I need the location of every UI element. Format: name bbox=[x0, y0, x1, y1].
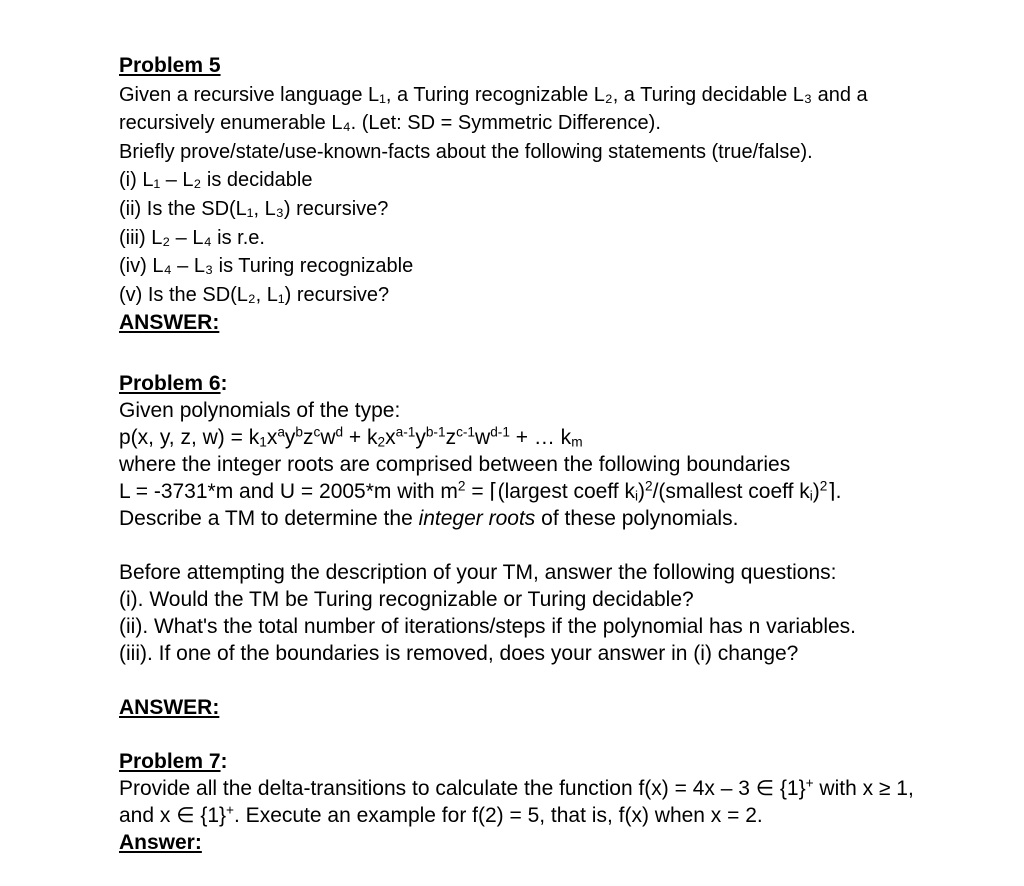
poly-sub-2: 2 bbox=[377, 434, 386, 450]
describe-emphasis: integer roots bbox=[418, 506, 536, 530]
problem-6-title-word: Problem 6 bbox=[119, 371, 221, 395]
problem-5 bbox=[119, 52, 1009, 338]
boundaries-formula: L = -3731*m and U = 2005*m with $m^2$ = ⌈(largest coeff $k_i)^2/(smallest$ coeff $k_i)^2⌉$. bbox=[119, 478, 842, 504]
bounds-sub-i-2: i bbox=[809, 488, 813, 504]
problem-6-question-3: (iii). If one of the boundaries is removed, does your answer in (i) change? bbox=[119, 641, 799, 665]
problem-7-title bbox=[119, 748, 1009, 775]
problem-6-roots-line: where the integer roots are comprised between the following boundaries bbox=[119, 452, 791, 476]
bounds-pow-2: 2 bbox=[819, 478, 828, 494]
problem-6-describe bbox=[119, 505, 1009, 532]
bounds-sub-i-1: i bbox=[634, 488, 638, 504]
spacer bbox=[119, 532, 1009, 559]
p7-line2-pre: and x ∈ {1} bbox=[119, 803, 227, 827]
problem-7-answer-label: Answer: bbox=[119, 830, 202, 854]
poly-exp-c1: c-1 bbox=[456, 424, 476, 440]
problem-5-item-v: (v) Is the SD(L₂, L₁) recursive? bbox=[119, 283, 390, 306]
poly-exp-a1: a-1 bbox=[395, 424, 416, 440]
problem-5-item-i: (i) L₁ – L₂ is decidable bbox=[119, 169, 313, 192]
problem-6-title-colon: : bbox=[220, 371, 228, 395]
problem-5-title: Problem 5 bbox=[119, 54, 221, 77]
p7-line1-post: with x ≥ 1, bbox=[813, 776, 914, 800]
poly-w: w bbox=[320, 425, 336, 449]
poly-y-2: y bbox=[415, 425, 426, 449]
poly-exp-c: c bbox=[313, 424, 321, 440]
poly-z-2: z bbox=[445, 425, 457, 449]
problem-6-title bbox=[119, 370, 1009, 397]
poly-y: y bbox=[284, 425, 296, 449]
document-page bbox=[119, 52, 1009, 856]
problem-5-line-2: recursively enumerable L₄. (Let: SD = Symmetric Difference). bbox=[119, 112, 661, 135]
problem-5-line-1: Given a recursive language L₁, a Turing recognizable L₂, a Turing decidable L₃ and a bbox=[119, 83, 868, 106]
p7-line1-pre: Provide all the delta-transitions to calculate the function f(x) = 4x – 3 ∈ {1} bbox=[119, 776, 806, 800]
problem-7 bbox=[119, 748, 1009, 856]
spacer bbox=[119, 667, 1009, 694]
bounds-expr: = ⌈(largest coeff k bbox=[465, 479, 635, 503]
poly-exp-d1: d-1 bbox=[490, 424, 510, 440]
poly-sub-m: m bbox=[571, 434, 583, 450]
problem-7-title-word: Problem 7 bbox=[119, 749, 221, 773]
poly-exp-b: b bbox=[295, 424, 303, 440]
poly-exp-d: d bbox=[335, 424, 344, 440]
problem-7-line-2 bbox=[119, 802, 1009, 829]
problem-6-before: Before attempting the description of your TM, answer the following questions: bbox=[119, 560, 837, 584]
poly-exp-a: a bbox=[277, 424, 285, 440]
poly-tail: + … k bbox=[509, 425, 572, 449]
poly-sub-1: 1 bbox=[259, 434, 267, 450]
problem-7-line-1 bbox=[119, 775, 1009, 802]
poly-z: z bbox=[303, 425, 314, 449]
spacer bbox=[119, 721, 1009, 748]
problem-5-item-iii: (iii) L₂ – L₄ is r.e. bbox=[119, 226, 265, 249]
problem-6-question-1: (i). Would the TM be Turing recognizable or Turing decidable? bbox=[119, 587, 694, 611]
problem-5-line-3: Briefly prove/state/use-known-facts about the following statements (true/false). bbox=[119, 140, 813, 163]
problem-5-item-iv: (iv) L₄ – L₃ is Turing recognizable bbox=[119, 255, 414, 278]
poly-w-2: w bbox=[475, 425, 491, 449]
problem-6-answer-label: ANSWER: bbox=[119, 695, 220, 719]
polynomial-formula bbox=[119, 424, 1009, 451]
problem-5-item-ii: (ii) Is the SD(L₁, L₃) recursive? bbox=[119, 197, 389, 220]
bounds-pow-1: 2 bbox=[645, 478, 653, 494]
p7-plus-1: + bbox=[805, 775, 814, 791]
problem-6 bbox=[119, 370, 1009, 748]
bounds-text: L = -3731*m and U = 2005*m with m bbox=[119, 479, 458, 503]
poly-x-2: x bbox=[385, 425, 396, 449]
p7-plus-2: + bbox=[226, 802, 235, 818]
describe-pre: Describe a TM to determine the bbox=[119, 506, 419, 530]
poly-exp-b1: b-1 bbox=[425, 424, 446, 440]
poly-plus: + k bbox=[343, 425, 378, 449]
poly-lhs: p(x, y, z, w) = k bbox=[119, 425, 260, 449]
problem-7-title-colon: : bbox=[220, 749, 228, 773]
bounds-mid: /(smallest coeff k bbox=[652, 479, 810, 503]
problem-6-question-2: (ii). What's the total number of iterations/steps if the polynomial has n variables. bbox=[119, 614, 857, 638]
poly-x: x bbox=[266, 425, 278, 449]
bounds-end: ⌉. bbox=[827, 479, 842, 503]
problem-5-answer-label: ANSWER: bbox=[119, 311, 220, 335]
describe-post: of these polynomials. bbox=[535, 506, 739, 530]
bounds-m-squared: 2 bbox=[457, 478, 466, 494]
p7-line2-post: . Execute an example for f(2) = 5, that is, f(x) when x = 2. bbox=[234, 803, 763, 827]
problem-6-intro: Given polynomials of the type: bbox=[119, 398, 401, 422]
